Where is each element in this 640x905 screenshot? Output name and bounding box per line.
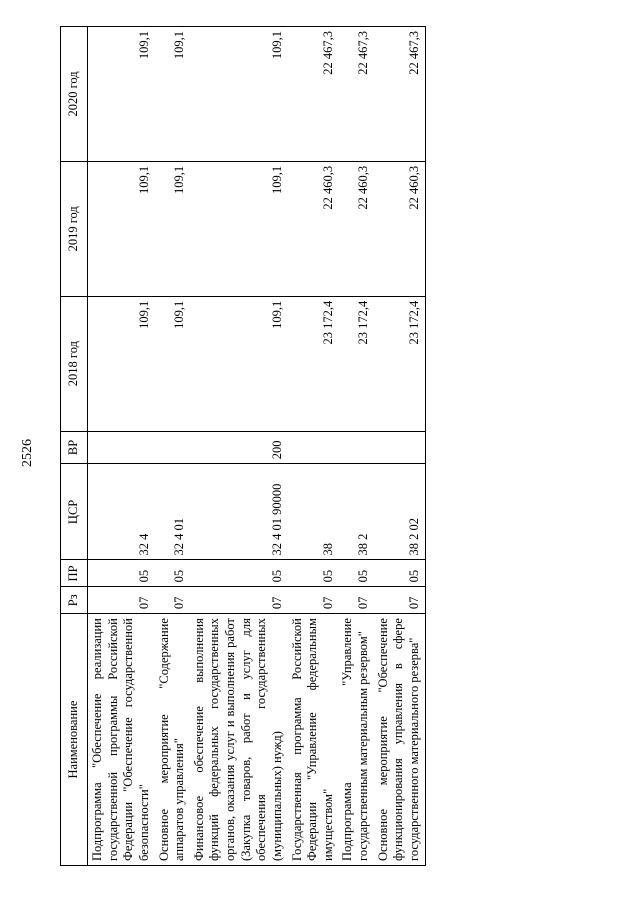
row-2020: 109,1 [155,27,190,162]
row-2019: 22 460,3 [374,161,425,296]
row-pr: 05 [190,560,288,587]
row-vr [88,431,155,464]
budget-table [60,26,426,866]
row-2020: 22 467,3 [288,27,339,162]
header-vr: ВР [61,431,88,464]
table-row [374,27,425,866]
table-header-row [61,27,88,866]
row-name: Основное мероприятие "Обеспечение функционирования управления в сфере государственного материального резерва" [374,614,425,866]
row-name: Подпрограмма "Управление государственным материальным резервом" [338,614,373,866]
row-2018: 23 172,4 [288,296,339,431]
header-csr: ЦСР [61,464,88,560]
row-2018: 109,1 [88,296,155,431]
table-row [288,27,339,866]
row-vr [374,431,425,464]
row-name: Государственная программа Российской Федерации "Управление федеральным имуществом" [288,614,339,866]
table-row [190,27,288,866]
row-2018: 23 172,4 [374,296,425,431]
row-2020: 22 467,3 [374,27,425,162]
row-2019: 22 460,3 [338,161,373,296]
row-vr: 200 [190,431,288,464]
row-pr: 05 [374,560,425,587]
row-vr [155,431,190,464]
row-vr [338,431,373,464]
row-2018: 109,1 [155,296,190,431]
header-2018: 2018 год [61,296,88,431]
table-row [155,27,190,866]
header-pr: ПР [61,560,88,587]
row-pr: 05 [88,560,155,587]
row-rz: 07 [88,587,155,614]
header-name: Наименование [61,614,88,866]
row-pr: 05 [338,560,373,587]
row-name: Основное мероприятие "Содержание аппаратов управления" [155,614,190,866]
row-2018: 23 172,4 [338,296,373,431]
row-csr: 32 4 01 [155,464,190,560]
row-2020: 22 467,3 [338,27,373,162]
row-2019: 109,1 [190,161,288,296]
row-csr: 38 [288,464,339,560]
row-pr: 05 [288,560,339,587]
table-row [338,27,373,866]
row-rz: 07 [155,587,190,614]
header-2020: 2020 год [61,27,88,162]
row-rz: 07 [288,587,339,614]
row-pr: 05 [155,560,190,587]
row-name: Подпрограмма "Обеспечение реализации государственной программы Российской Федерации "Обеспечение государственной безопасности" [88,614,155,866]
row-2018: 109,1 [190,296,288,431]
row-2019: 22 460,3 [288,161,339,296]
row-csr: 32 4 [88,464,155,560]
page-number: 2526 [20,439,35,467]
row-csr: 32 4 01 90000 [190,464,288,560]
row-csr: 38 2 02 [374,464,425,560]
row-2019: 109,1 [155,161,190,296]
row-2020: 109,1 [190,27,288,162]
row-2019: 109,1 [88,161,155,296]
header-rz: Рз [61,587,88,614]
row-2020: 109,1 [88,27,155,162]
header-2019: 2019 год [61,161,88,296]
row-csr: 38 2 [338,464,373,560]
row-vr [288,431,339,464]
row-rz: 07 [190,587,288,614]
row-rz: 07 [338,587,373,614]
table-row [88,27,155,866]
row-name: Финансовое обеспечение выполнения функций федеральных государственных органов, оказания услуг и выполнения работ (Закупка товаров, работ и услуг для обеспечения государственных (муниципальных) нужд) [190,614,288,866]
row-rz: 07 [374,587,425,614]
